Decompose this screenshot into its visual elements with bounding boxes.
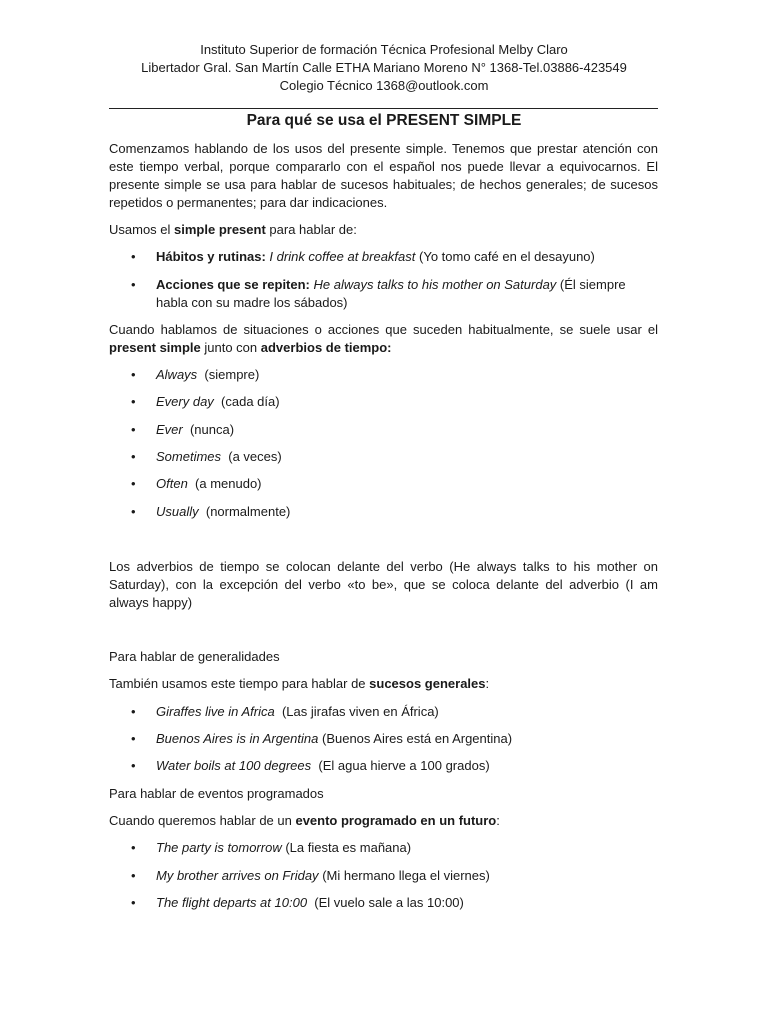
- bullet-icon: •: [131, 277, 136, 292]
- example-english: My brother arrives on Friday: [156, 868, 319, 883]
- bullet-icon: •: [131, 476, 136, 491]
- bullet-icon: •: [131, 868, 136, 883]
- usamos-post: para hablar de:: [265, 222, 357, 237]
- list-item: [131, 276, 658, 312]
- example-english: The party is tomorrow: [156, 840, 282, 855]
- example-translation: (Mi hermano llega el viernes): [322, 868, 490, 883]
- tambien-pre: También usamos este tiempo para hablar de: [109, 676, 370, 691]
- list-item: [131, 366, 658, 384]
- bullet-icon: •: [131, 422, 136, 437]
- generalidades-heading: Para hablar de generalidades: [109, 649, 280, 664]
- usamos-pre: Usamos el: [109, 222, 175, 237]
- example-english: Buenos Aires is in Argentina: [156, 731, 319, 746]
- institution-header: [0, 41, 768, 95]
- example-translation: (El agua hierve a 100 grados): [318, 758, 490, 773]
- bullet-icon: •: [131, 394, 136, 409]
- cuando-pre: Cuando hablamos de situaciones o acciones que suceden habitualmente, se suele usar el: [109, 322, 658, 337]
- example-english: Giraffes live in Africa: [156, 704, 275, 719]
- use-translation: (Yo tomo café en el desayuno): [419, 249, 595, 264]
- list-item: [131, 248, 658, 266]
- adverb-word: Every day: [156, 394, 214, 409]
- adverbios-note: Los adverbios de tiempo se colocan delante del verbo (He always talks to his mother on Saturday), con la excepción del verbo «to be», que se coloca delante del adverbio (I am always happy): [109, 559, 658, 610]
- adverb-word: Sometimes: [156, 449, 222, 464]
- institution-name: Instituto Superior de formación Técnica Profesional Melby Claro: [200, 42, 568, 57]
- list-item: [131, 393, 658, 411]
- use-label: Acciones que se repiten:: [156, 277, 310, 292]
- adverb-word: Ever: [156, 422, 183, 437]
- institution-contact: Colegio Técnico 1368@outlook.com: [279, 78, 489, 93]
- cuando-paragraph: [109, 321, 658, 357]
- example-translation: (La fiesta es mañana): [285, 840, 412, 855]
- list-item: [131, 703, 658, 721]
- example-english: The flight departs at 10:00: [156, 895, 308, 910]
- intro-paragraph: Comenzamos hablando de los usos del presente simple. Tenemos que prestar atención con este tiempo verbal, porque compararlo con el español nos puede llevar a equivocarnos. El presente simple se usa para hablar de sucesos habituales; de hechos generales; de sucesos repetidos o permanentes; para dar indicaciones.: [109, 141, 658, 210]
- queremos-pre: Cuando queremos hablar de un: [109, 813, 296, 828]
- usamos-bold: simple present: [174, 222, 266, 237]
- list-item: [131, 503, 658, 521]
- bullet-icon: •: [131, 895, 136, 910]
- list-item: [131, 448, 658, 466]
- example-translation: (Las jirafas viven en África): [281, 704, 439, 719]
- usamos-line: [109, 221, 658, 239]
- queremos-line: [109, 812, 658, 830]
- use-translation: (Él siempre habla con su madre los sábados): [156, 277, 626, 310]
- bullet-icon: •: [131, 367, 136, 382]
- cuando-bold2: adverbios de tiempo:: [260, 340, 392, 355]
- adverb-translation: (nunca): [189, 422, 235, 437]
- page-title: Para qué se usa el PRESENT SIMPLE: [246, 112, 522, 129]
- queremos-post: :: [496, 813, 500, 828]
- adverb-translation: (normalmente): [205, 504, 291, 519]
- adverb-word: Often: [156, 476, 188, 491]
- list-item: [131, 839, 658, 857]
- adverb-translation: (a menudo): [195, 476, 262, 491]
- use-example: I drink coffee at breakfast: [269, 249, 416, 264]
- tambien-line: [109, 675, 658, 693]
- adverb-translation: (cada día): [221, 394, 280, 409]
- adverb-translation: (siempre): [204, 367, 260, 382]
- tambien-bold: sucesos generales: [369, 676, 486, 691]
- bullet-icon: •: [131, 840, 136, 855]
- list-item: [131, 475, 658, 493]
- example-english: Water boils at 100 degrees: [156, 758, 312, 773]
- cuando-mid: junto con: [200, 340, 261, 355]
- bullet-icon: •: [131, 758, 136, 773]
- bullet-icon: •: [131, 249, 136, 264]
- list-item: [131, 894, 658, 912]
- adverb-word: Always: [156, 367, 198, 382]
- list-item: [131, 867, 658, 885]
- bullet-icon: •: [131, 731, 136, 746]
- tambien-post: :: [485, 676, 490, 691]
- adverb-translation: (a veces): [228, 449, 282, 464]
- list-item: [131, 421, 658, 439]
- queremos-bold: evento programado en un futuro: [295, 813, 497, 828]
- use-example: He always talks to his mother on Saturday: [313, 277, 557, 292]
- example-translation: (Buenos Aires está en Argentina): [321, 731, 513, 746]
- programados-heading: Para hablar de eventos programados: [109, 786, 324, 801]
- use-label: Hábitos y rutinas:: [156, 249, 266, 264]
- example-translation: (El vuelo sale a las 10:00): [314, 895, 464, 910]
- list-item: [131, 757, 658, 775]
- bullet-icon: •: [131, 704, 136, 719]
- cuando-bold1: present simple: [109, 340, 201, 355]
- institution-address: Libertador Gral. San Martín Calle ETHA Mariano Moreno N° 1368-Tel.03886-423549: [141, 60, 627, 75]
- bullet-icon: •: [131, 504, 136, 519]
- bullet-icon: •: [131, 449, 136, 464]
- adverb-word: Usually: [156, 504, 199, 519]
- list-item: [131, 730, 658, 748]
- header-divider: [109, 108, 658, 109]
